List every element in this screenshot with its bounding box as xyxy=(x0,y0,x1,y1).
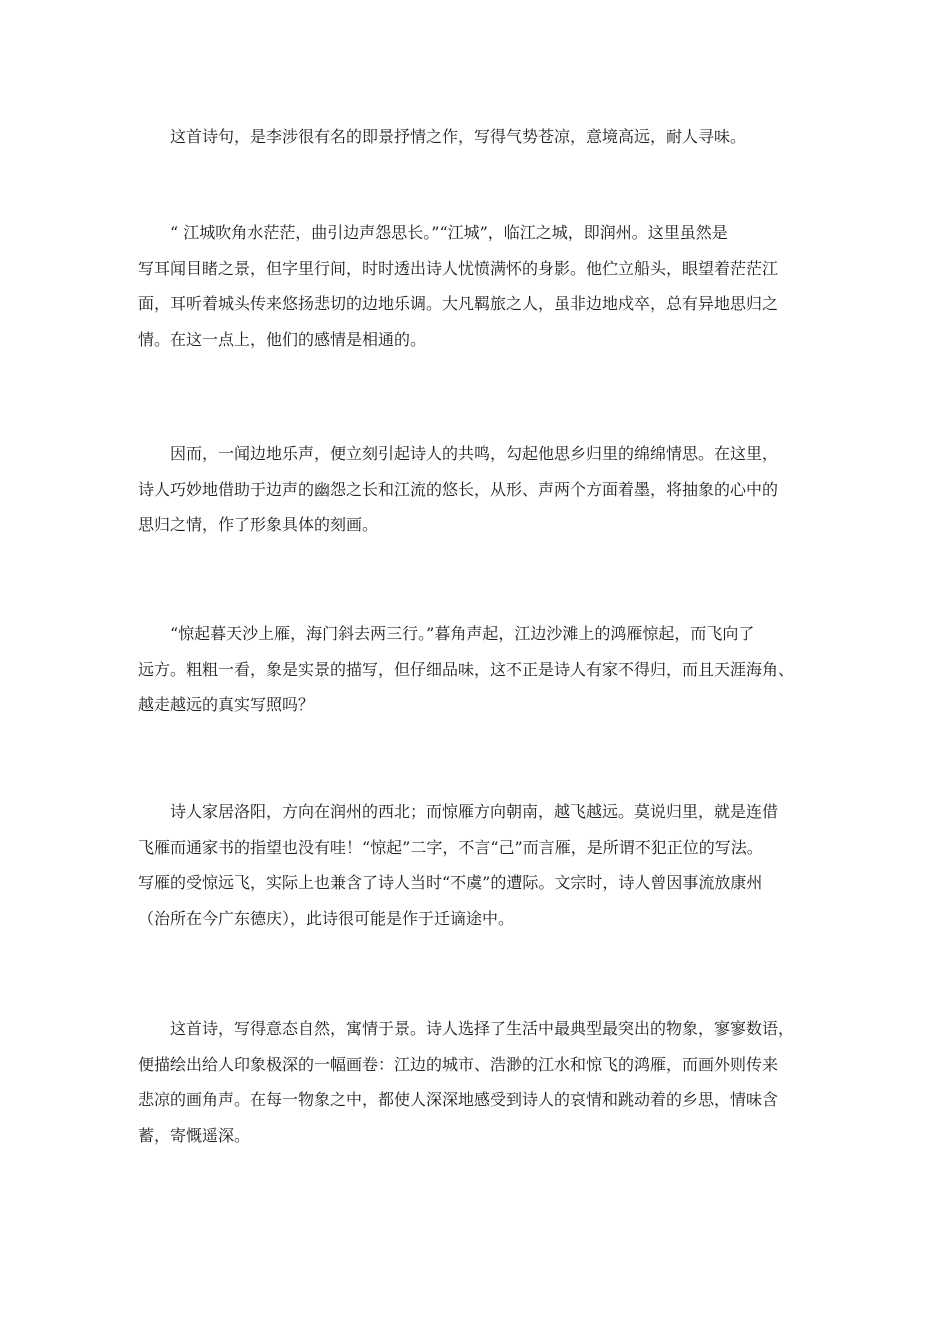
text-line: 写耳闻目睹之景，但字里行间，时时透出诗人忧愤满怀的身影。他伫立船头，眼望着茫茫江 xyxy=(138,258,779,278)
text-line: 诗人家居洛阳，方向在润州的西北；而惊雁方向朝南，越飞越远。莫说归里，就是连借 xyxy=(170,802,779,821)
paragraph-jiangcheng xyxy=(138,215,818,357)
text-line: 写雁的受惊远飞，实际上也兼含了诗人当时“不虞”的遭际。文宗时，诗人曾因事流放康州 xyxy=(138,873,763,892)
text-line: 蓄，寄慨遥深。 xyxy=(138,1125,251,1145)
paragraph-luoyang xyxy=(138,794,818,936)
text-line: 远方。粗粗一看，象是实景的描写，但仔细品味，这不正是诗人有家不得归，而且天涯海角、 xyxy=(138,659,795,679)
text-line: 情。在这一点上，他们的感情是相通的。 xyxy=(138,329,427,349)
text-line: 面，耳听着城头传来悠扬悲切的边地乐调。大凡羁旅之人，虽非边地戍卒，总有异地思归之 xyxy=(138,294,779,313)
paragraph-jingyan xyxy=(138,616,818,723)
text-line: 这首诗句，是李涉很有名的即景抒情之作，写得气势苍凉，意境高远，耐人寻味。 xyxy=(170,127,747,146)
text-line: 诗人巧妙地借助于边声的幽怨之长和江流的悠长，从形、声两个方面着墨，将抽象的心中的 xyxy=(138,479,779,499)
text-line: （治所在今广东德庆），此诗很可能是作于迁谪途中。 xyxy=(138,908,515,928)
text-line: 这首诗，写得意态自然，寓情于景。诗人选择了生活中最典型最突出的物象，寥寥数语， xyxy=(170,1019,795,1038)
text-line: 悲凉的画角声。在每一物象之中，都使人深深地感受到诗人的哀情和跳动着的乡思，情味含 xyxy=(138,1090,779,1109)
text-line: 便描绘出给人印象极深的一幅画卷：江边的城市、浩渺的江水和惊飞的鸿雁，而画外则传来 xyxy=(138,1054,779,1074)
paragraph-conclusion xyxy=(138,1011,818,1153)
text-line: “ 江城吹角水茫茫，曲引边声怨思长。”“江城”，临江之城，即润州。这里虽然是 xyxy=(170,223,728,242)
text-line: 思归之情，作了形象具体的刻画。 xyxy=(138,515,379,534)
text-line: 飞雁而通家书的指望也没有哇！“惊起”二字，不言“己”而言雁，是所谓不犯正位的写法。 xyxy=(138,837,763,857)
text-line: 越走越远的真实写照吗？ xyxy=(138,695,315,714)
paragraph-intro xyxy=(138,119,818,155)
paragraph-bianshen xyxy=(138,436,818,543)
text-line: 因而，一闻边地乐声，便立刻引起诗人的共鸣，勾起他思乡归里的绵绵情思。在这里， xyxy=(170,444,779,463)
text-line: “惊起暮天沙上雁，海门斜去两三行。”暮角声起，江边沙滩上的鸿雁惊起，而飞向了 xyxy=(170,624,755,643)
